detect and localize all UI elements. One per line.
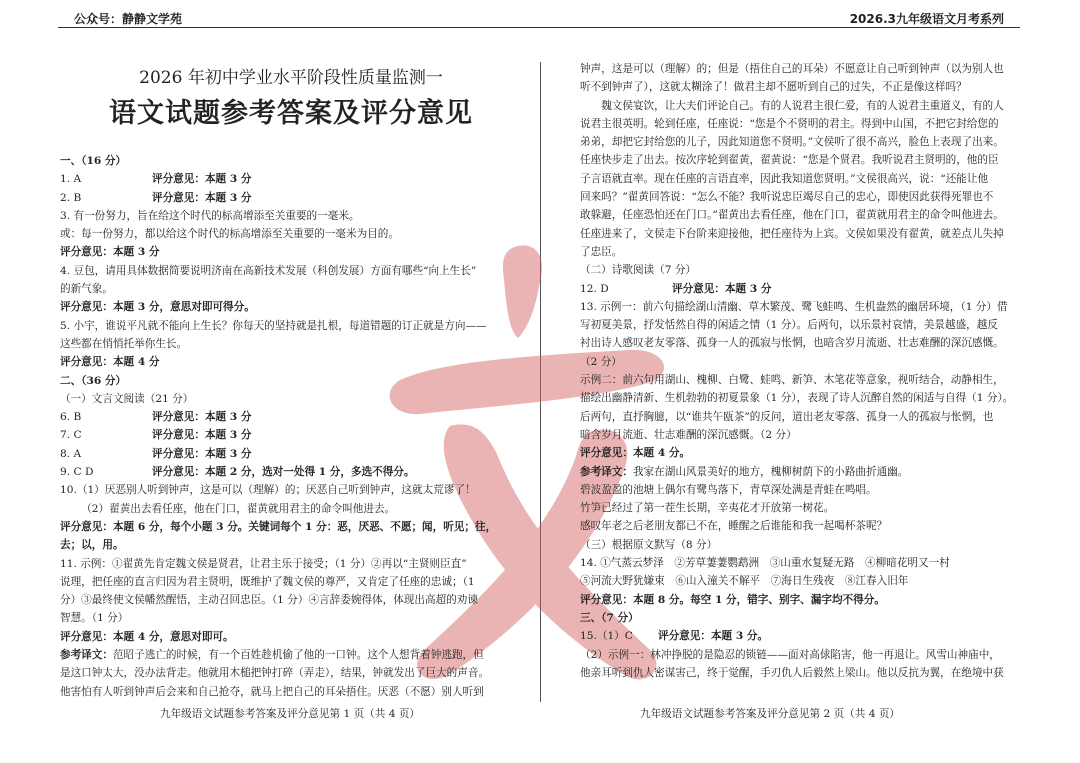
page-header: [0, 0, 1080, 30]
answer-choice: 8. A: [60, 447, 82, 460]
header-left: 公众号：静静文学苑: [74, 12, 183, 26]
right-text-line: 听不到钟声了），这就太糊涂了！做君主却不愿听到自己的过失，不正是像这样吗？: [580, 81, 967, 94]
right-text-line: ⑤河流大野犹嫌束 ⑥山入潼关不解平 ⑦海日生残夜 ⑧江春入旧年: [580, 575, 909, 588]
right-text-line: 14. ①气蒸云梦泽 ②芳草萋萋鹦鹉洲 ③山重水复疑无路 ④柳暗花明又一村: [580, 557, 950, 570]
left-text-line: [60, 426, 522, 444]
right-column-lines: [580, 60, 1022, 682]
right-text-line: 感叹年老之后老朋友都已不在，睡醒之后谁能和我一起喝杯茶呢？: [580, 520, 888, 533]
scoring-note: 评分意见：本题 3 分。: [658, 630, 769, 643]
header-right: 2026.3九年级语文月考系列: [849, 12, 1004, 26]
left-text-line: 评分意见：本题 3 分，意思对即可得分。: [60, 301, 255, 314]
right-text-line: 13. 示例一：前六句描绘湖山清幽、草木繁茂、鹭飞蛙鸣、生机盎然的幽居环境，（1 分）借: [580, 300, 1008, 313]
right-text-line: （2）示例一：林冲挣脱的是隐忍的锁链——面对高俅陷害，他一再退让。风雪山神庙中，: [580, 648, 1000, 661]
right-text-line: 评分意见：本题 4 分。: [580, 447, 691, 460]
scoring-note: 评分意见：本题 3 分: [152, 411, 252, 424]
left-text-line: [60, 445, 522, 463]
left-text-line: 参考译文：范昭子逃亡的时候，有一个百姓趁机偷了他的一口钟。这个人想背着钟逃跑，但: [60, 649, 484, 662]
scoring-note: 评分意见：本题 3 分: [672, 282, 772, 295]
scoring-note: 评分意见：本题 3 分: [152, 173, 252, 186]
left-text-line: 评分意见：本题 4 分，意思对即可。: [60, 630, 234, 643]
footer-left: 九年级语文试题参考答案及评分意见第 1 页（共 4 页）: [160, 708, 421, 720]
right-text-line: 评分意见：本题 8 分。每空 1 分，错字、别字、漏字均不得分。: [580, 593, 885, 606]
right-text-line: （二）诗歌阅读（7 分）: [580, 264, 697, 277]
scoring-note: 评分意见：本题 3 分: [152, 447, 252, 460]
left-text-line: [60, 170, 522, 188]
left-text-line: 5. 小宇，谁说平凡就不能向上生长？你每天的坚持就是扎根，每道错题的订正就是方向——: [60, 319, 487, 332]
right-text-line: （2 分）: [580, 355, 622, 368]
scoring-note: 评分意见：本题 2 分，选对一处得 1 分，多选不得分。: [152, 466, 415, 479]
footer-right: 九年级语文试题参考答案及评分意见第 2 页（共 4 页）: [640, 708, 901, 720]
header-rule: [58, 27, 1020, 28]
right-text-line: 衬出诗人感叹老友零落、孤身一人的孤寂与怅惘，也暗含岁月流逝、壮志难酬的深沉感慨。: [580, 337, 1004, 350]
left-text-line: 10.（1）厌恶别人听到钟声，这是可以（理解）的；厌恶自己听到钟声，这就太荒谬了！: [60, 484, 476, 497]
left-text-line: 是这口钟太大，没办法背走。他就用木槌把钟打碎（弄走），结果，钟就发出了巨大的声音。: [60, 667, 490, 680]
scoring-note: 评分意见：本题 3 分: [152, 429, 252, 442]
right-text-line: 后两句，直抒胸臆，以“谁共午瓯茶”的反问，道出老友零落、孤身一人的孤寂与怅惘，也: [580, 410, 994, 423]
answer-choice: 1. A: [60, 173, 82, 186]
left-text-line: 11. 示例：①翟黄先肯定魏文侯是贤君，让君主乐于接受；（1 分）②再以“主贤则臣直”: [60, 557, 467, 570]
answer-choice: 9. C D: [60, 466, 94, 479]
left-text-line: 去；以，用。: [60, 539, 124, 552]
answer-choice: 2. B: [60, 191, 82, 204]
left-text-line: 或：每一份努力，都以给这个时代的标高增添至关重要的一毫米为目的。: [60, 228, 399, 241]
answer-choice: 7. C: [60, 429, 82, 442]
left-text-line: 的新气象。: [60, 283, 113, 296]
right-text-line: [580, 627, 1022, 645]
left-column-lines: [60, 152, 522, 701]
right-column: [580, 60, 1022, 682]
right-text-line: 描绘出幽静清新、生机勃勃的初夏景象（1 分），表现了诗人沉醉自然的闲适与自得（1 分）。: [580, 392, 1014, 405]
right-text-line: 他亲耳听到仇人密谋害己，终于觉醒，手刃仇人后毅然上梁山。他以反抗为翼，在绝境中获: [580, 666, 1004, 679]
answer-choice: 15.（1）C: [580, 630, 633, 643]
left-text-line: 4. 豆包，请用具体数据简要说明济南在高新技术发展（科创发展）方面有哪些“向上生长”: [60, 264, 477, 277]
right-text-line: 参考译文：我家在湖山风景美好的地方，槐柳树荫下的小路曲折通幽。: [580, 465, 909, 478]
scoring-note: 评分意见：本题 3 分: [152, 191, 252, 204]
right-text-line: 魏文侯宴饮，让大夫们评论自己。有的人说君主很仁爱，有的人说君主重道义，有的人: [601, 99, 1004, 112]
right-text-line: 敢躲避，任座恐怕还在门口。”翟黄出去看任座，他在门口，翟黄就用君主的命令叫他进去。: [580, 209, 1004, 222]
right-text-line: 任座快步走了出去。按次序轮到翟黄，翟黄说：“您是个贤君。我听说君主贤明的，他的臣: [580, 154, 999, 167]
left-text-line: [60, 408, 522, 426]
left-text-line: （一）文言文阅读（21 分）: [60, 392, 194, 405]
right-text-line: 弟弟，却把它封给您的儿子，因此知道您不贤明。”文侯听了很不高兴，脸色上表现了出来。: [580, 136, 1004, 149]
answer-choice: 6. B: [60, 411, 82, 424]
left-column: [60, 60, 522, 701]
right-text-line: （三）根据原文默写（8 分）: [580, 538, 718, 551]
left-text-line: 这些都在悄悄托举你生长。: [60, 337, 188, 350]
left-text-line: 3. 有一份努力，旨在给这个时代的标高增添至关重要的一毫米。: [60, 209, 360, 222]
translation-label: 参考译文：: [60, 649, 113, 662]
column-divider: [540, 62, 541, 702]
document-title: 语文试题参考答案及评分意见: [109, 98, 473, 129]
left-text-line: [60, 189, 522, 207]
right-text-line: 说君主很英明。轮到任座，任座说：“您是个不贤明的君主。得到中山国，不把它封给您的: [580, 117, 999, 130]
right-text-line: 写初夏美景，抒发恬然自得的闲适之情（1 分）。后两句，以乐景衬哀情，美景越盛，越反: [580, 319, 998, 332]
left-text-line: 分）③最终使文侯幡然醒悟，主动召回忠臣。（1 分）④言辞委婉得体，体现出高超的劝谏: [60, 594, 478, 607]
left-text-line: 评分意见：本题 3 分: [60, 246, 160, 259]
right-text-line: [580, 280, 1022, 298]
right-text-line: 钟声，这是可以（理解）的；但是（捂住自己的耳朵）不愿意让自己听到钟声（以为别人也: [580, 63, 1004, 75]
right-text-line: 竹笋已经过了第一茬生长期，辛夷花才开放第一树花。: [580, 502, 835, 515]
right-text-line: 暗含岁月流逝、壮志难酬的深沉感慨。（2 分）: [580, 428, 797, 441]
right-text-line: 三、（7 分）: [580, 611, 639, 624]
left-text-line: 他害怕有人听到钟声后会来和自己抢夺，就马上把自己的耳朵捂住。厌恶（不愿）别人听到: [60, 685, 484, 698]
translation-label: 参考译文：: [580, 465, 633, 478]
right-text-line: 碧波盈盈的池塘上偶尔有鹭鸟落下，青草深处满是青蛙在鸣唱。: [580, 483, 877, 496]
left-text-line: （2）翟黄出去看任座，他在门口，翟黄就用君主的命令叫他进去。: [81, 502, 396, 515]
left-text-line: 评分意见：本题 4 分: [60, 356, 160, 369]
left-text-line: 说理，把任座的直言归因为君主贤明，既维护了魏文侯的尊严，又肯定了任座的忠诚；（1: [60, 575, 475, 588]
right-text-line: 了忠臣。: [580, 245, 623, 258]
left-text-line: 一、（16 分）: [60, 155, 127, 167]
left-text-line: 智慧。（1 分）: [60, 612, 129, 625]
left-text-line: [60, 463, 522, 481]
right-text-line: 示例二：前六句用湖山、槐柳、白鹭、蛙鸣、新笋、木笔花等意象，视听结合，动静相生，: [580, 374, 1004, 387]
right-text-line: 回来吗？”翟黄回答说：“怎么不能？我听说忠臣竭尽自己的忠心，即使因此获得死罪也不: [580, 191, 994, 204]
left-text-line: 评分意见：本题 6 分，每个小题 3 分。关键词每个 1 分：恶，厌恶、不愿；闻，听见；往，: [60, 520, 497, 533]
exam-title: 2026 年初中学业水平阶段性质量监测一: [139, 68, 443, 88]
left-text-line: 二、（36 分）: [60, 374, 127, 387]
right-text-line: 任座进来了，文侯走下台阶来迎接他，把任座待为上宾。文侯如果没有翟黄，就差点儿失掉: [580, 227, 1004, 240]
answer-choice: 12. D: [580, 282, 609, 295]
right-text-line: 子言语就直率。现在任座的言语直率，因此我知道您贤明。”文侯很高兴，说：“还能让他: [580, 172, 989, 185]
